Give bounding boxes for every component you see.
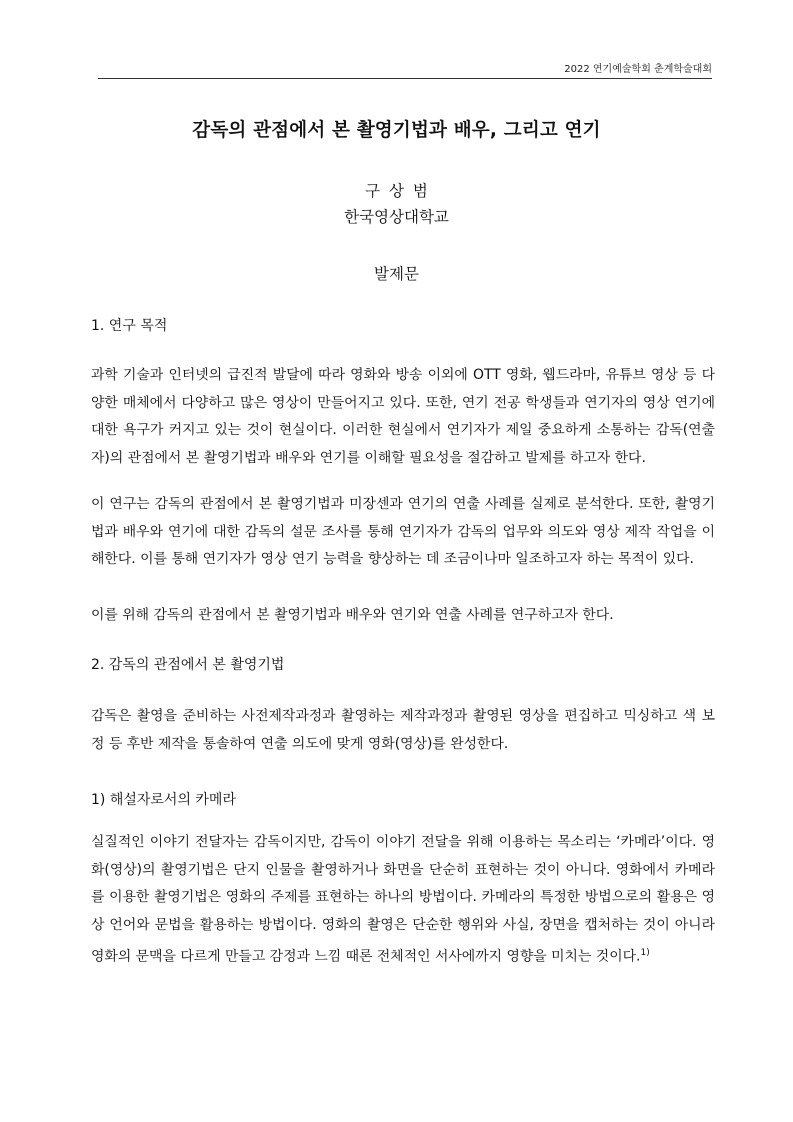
paragraph-purpose-2: 이 연구는 감독의 관점에서 본 촬영기법과 미장센과 연기의 연출 사례를 실제로 분석한다. 또한, 촬영기법과 배우와 연기에 대한 감독의 설문 조사를 통해 연기자가 감독의 업무와 의도와 영상 제작 작업을 이해한다. 이를 통해 연기자가 영상 연기 능력을 향상하는 데 조금이나마 일조하고자 하는 목적이 있다. <box>91 496 715 568</box>
section-heading-purpose: 1. 연구 목적 <box>91 318 168 334</box>
paragraph-techniques-1: 감독은 촬영을 준비하는 사전제작과정과 촬영하는 제작과정과 촬영된 영상을 편집하고 믹싱하고 색 보정 등 후반 제작을 통솔하여 연출 의도에 맞게 영화(영상)를 완성한다. <box>91 708 715 752</box>
running-header-text: 2022 연기예술학회 춘계학술대회 <box>564 64 712 75</box>
footnote-reference[interactable]: 1) <box>640 947 650 958</box>
paragraph-camera-narrator-text: 실질적인 이야기 전달자는 감독이지만, 감독이 이야기 전달을 위해 이용하는 목소리는 ‘카메라’이다. 영화(영상)의 촬영기법은 단지 인물을 촬영하거나 화면을 단순히 표현하는 것이 아니다. 영화에서 카메라를 이용한 촬영기법은 영화의 주제를 표현하는 하나의 방법이다. 카메라의 특정한 방법으로의 활용은 영상 언어와 문법을 활용하는 방법이다. 영화의 촬영은 단순한 행위와 사실, 장면을 캡처하는 것이 아니라 영화의 문맥을 다르게 만들고 감정과 느낌 때론 전체적인 서사에까지 영향을 미치는 것이다. <box>91 834 715 965</box>
paper-type-label: 발제문 <box>374 265 419 283</box>
running-header <box>98 64 712 79</box>
author-name: 구 상 범 <box>365 182 428 200</box>
paragraph-purpose-3: 이를 위해 감독의 관점에서 본 촬영기법과 배우와 연기와 연출 사례를 연구하고자 한다. <box>91 607 614 623</box>
paragraph-purpose-1: 과학 기술과 인터넷의 급진적 발달에 따라 영화와 방송 이외에 OTT 영화, 웹드라마, 유튜브 영상 등 다양한 매체에서 다양하고 많은 영상이 만들어지고 있다. 또한, 연기 전공 학생들과 연기자의 영상 연기에 대한 욕구가 커지고 있는 것이 현실이다. 이러한 현실에서 연기자가 제일 중요하게 소통하는 감독(연출자)의 관점에서 본 촬영기법과 배우와 연기를 이해할 필요성을 절감하고 발제를 하고자 한다. <box>91 367 715 467</box>
section-heading-techniques: 2. 감독의 관점에서 본 촬영기법 <box>91 657 285 673</box>
paper-title: 감독의 관점에서 본 촬영기법과 배우, 그리고 연기 <box>192 120 601 141</box>
subsection-heading-camera-narrator: 1) 해설자로서의 카메라 <box>91 792 236 808</box>
paragraph-camera-narrator <box>91 829 715 971</box>
author-affiliation: 한국영상대학교 <box>344 208 449 226</box>
